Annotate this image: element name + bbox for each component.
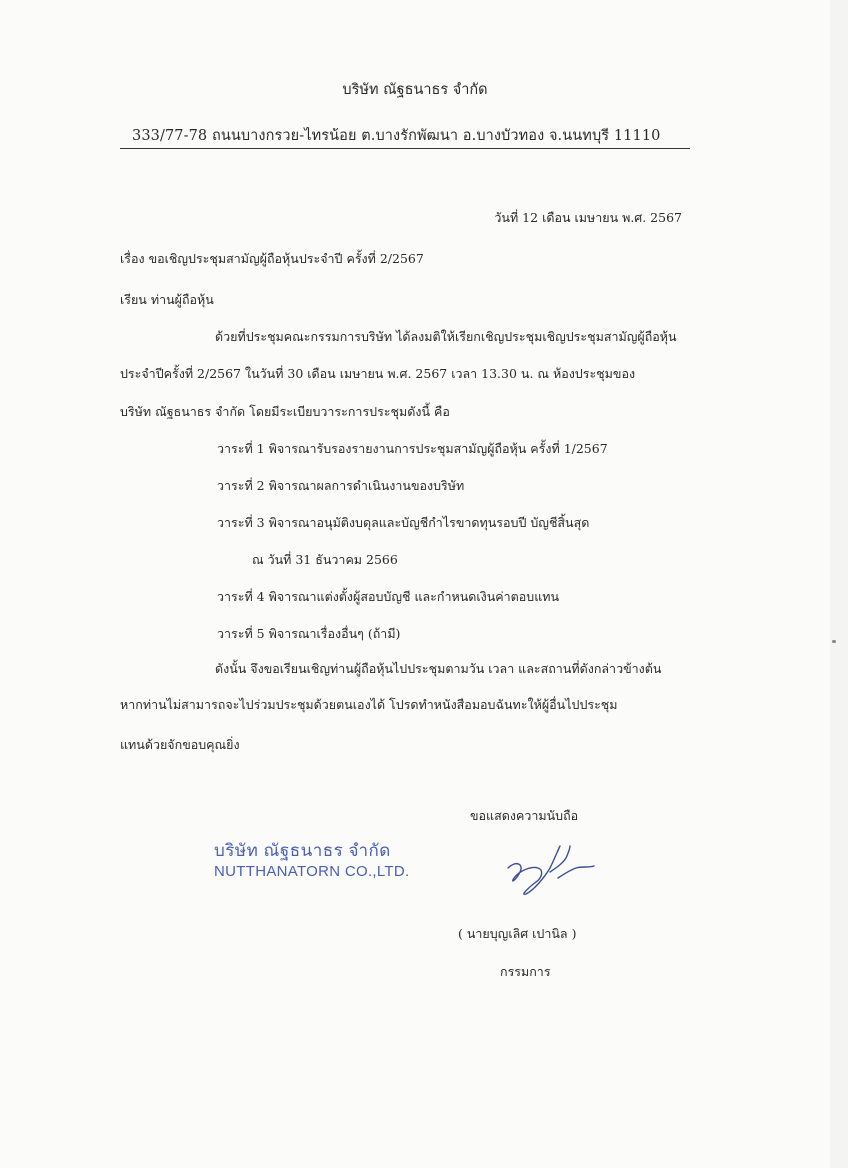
subject-line: เรื่อง ขอเชิญประชุมสามัญผู้ถือหุ้นประจำปี ครั้งที่ 2/2567 — [120, 251, 424, 266]
conclusion-line-2: หากท่านไม่สามารถจะไปร่วมประชุมด้วยตนเองได้ โปรดทำหนังสือมอบฉันทะให้ผู้อื่นไปประชุม — [120, 697, 618, 712]
company-stamp — [214, 840, 409, 882]
company-name: บริษัท ณัฐธนาธร จำกัด — [342, 82, 488, 98]
agenda-item-4: วาระที่ 4 พิจารณาแต่งตั้งผู้สอบบัญชี และกำหนดเงินค่าตอบแทน — [217, 589, 560, 604]
stamp-thai-name: บริษัท ณัฐธนาธร จำกัด — [214, 841, 391, 860]
agenda-item-3: วาระที่ 3 พิจารณาอนุมัติงบดุลและบัญชีกำไรขาดทุนรอบปี บัญชีสิ้นสุด — [217, 515, 590, 530]
body-line-2: ประจำปีครั้งที่ 2/2567 ในวันที่ 30 เดือน เมษายน พ.ศ. 2567 เวลา 13.30 น. ณ ห้องประชุมของ — [120, 366, 636, 381]
agenda-item-5: วาระที่ 5 พิจารณาเรื่องอื่นๆ (ถ้ามี) — [217, 626, 401, 641]
agenda-item-1: วาระที่ 1 พิจารณารับรองรายงานการประชุมสามัญผู้ถือหุ้น ครั้งที่ 1/2567 — [217, 441, 608, 456]
body-line-3: บริษัท ณัฐธนาธร จำกัด โดยมีระเบียบวาระการประชุมดังนี้ คือ — [120, 404, 450, 419]
scan-speck — [832, 640, 836, 643]
salutation: เรียน ท่านผู้ถือหุ้น — [120, 292, 214, 307]
letter-date: วันที่ 12 เดือน เมษายน พ.ศ. 2567 — [494, 210, 682, 225]
address-underline — [120, 148, 690, 149]
stamp-english-name: NUTTHANATORN CO.,LTD. — [214, 863, 410, 880]
conclusion-line-3: แทนด้วยจักขอบคุณยิ่ง — [120, 737, 240, 752]
agenda-item-2: วาระที่ 2 พิจารณาผลการดำเนินงานของบริษัท — [217, 478, 465, 493]
conclusion-line-1: ดังนั้น จึงขอเรียนเชิญท่านผู้ถือหุ้นไปประชุมตามวัน เวลา และสถานที่ดังกล่าวข้างต้น — [215, 661, 662, 676]
handwritten-signature — [498, 838, 608, 908]
signer-title: กรรมการ — [500, 964, 551, 979]
company-address: 333/77-78 ถนนบางกรวย-ไทรน้อย ต.บางรักพัฒนา อ.บางบัวทอง จ.นนทบุรี 11110 — [132, 128, 661, 144]
agenda-item-3-continuation: ณ วันที่ 31 ธันวาคม 2566 — [252, 552, 398, 567]
signer-name: ( นายบุญเลิศ เปานิล ) — [458, 926, 577, 941]
closing-phrase: ขอแสดงความนับถือ — [470, 808, 579, 823]
body-line-1: ด้วยที่ประชุมคณะกรรมการบริษัท ได้ลงมติให้เรียกเชิญประชุมเชิญประชุมสามัญผู้ถือหุ้น — [215, 329, 677, 344]
